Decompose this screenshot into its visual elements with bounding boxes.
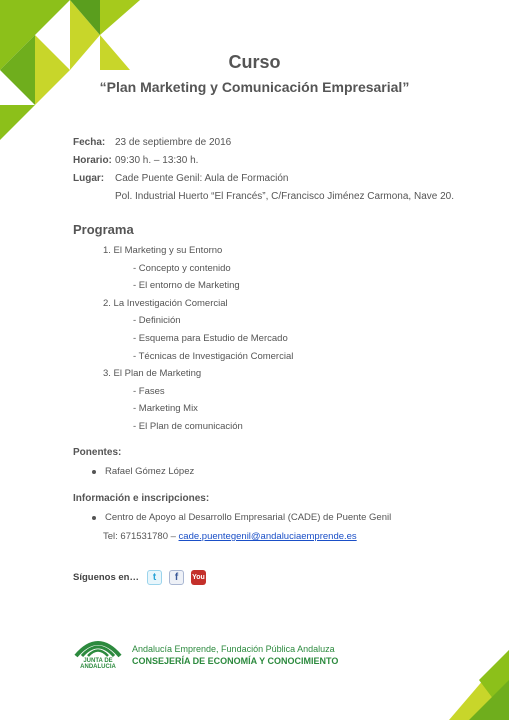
course-subtitle: “Plan Marketing y Comunicación Empresarial” [99, 79, 410, 95]
program-subitem: - Marketing Mix [133, 403, 198, 415]
phone-text: Tel: 671531780 – [103, 531, 179, 542]
info-row-date [73, 134, 454, 152]
info-label [73, 188, 115, 206]
bullet-dot [92, 516, 96, 520]
info-row-place [73, 170, 454, 188]
footer-line-1: Andalucía Emprende, Fundación Pública Andaluza [132, 644, 335, 654]
footer-text [132, 643, 338, 668]
event-info [73, 134, 454, 206]
program-subitem: - El entorno de Marketing [133, 280, 240, 292]
info-label: Lugar: [73, 173, 105, 184]
info-row-address [73, 188, 454, 206]
info-value: 23 de septiembre de 2016 [115, 137, 232, 148]
contact-center: Centro de Apoyo al Desarrollo Empresarial (CADE) de Puente Genil [105, 512, 392, 523]
speaker-name: Rafael Gómez López [105, 466, 195, 477]
program-subitem: - Fases [133, 385, 165, 397]
bullet-dot [92, 470, 96, 474]
speaker-list-item [92, 466, 194, 477]
contact-heading: Información e inscripciones: [73, 493, 210, 504]
program-item-title: 1. El Marketing y su Entorno [103, 245, 223, 256]
contact-phone-line [103, 531, 357, 542]
program-list [103, 242, 293, 436]
program-heading: Programa [73, 222, 134, 237]
social-bar [73, 570, 213, 585]
logo-caption: JUNTA DE ANDALUCIA [80, 658, 116, 670]
program-item-title: 3. El Plan de Marketing [103, 368, 202, 380]
info-row-time [73, 152, 454, 170]
twitter-icon[interactable]: t [147, 570, 162, 585]
email-link[interactable]: cade.puentegenil@andaluciaemprende.es [178, 531, 357, 542]
program-item-title: 2. La Investigación Comercial [103, 297, 228, 309]
corner-decoration-bottom-right [429, 650, 509, 720]
program-subitem: - Esquema para Estudio de Mercado [133, 332, 288, 344]
info-label: Fecha: [73, 137, 106, 148]
program-subitem: - El Plan de comunicación [133, 420, 243, 432]
info-label: Horario: [73, 155, 112, 166]
info-value: Cade Puente Genil: Aula de Formación [115, 173, 289, 184]
facebook-icon[interactable]: f [169, 570, 184, 585]
program-subitem: - Técnicas de Investigación Comercial [133, 350, 294, 362]
footer-line-2: CONSEJERÍA DE ECONOMÍA Y CONOCIMIENTO [132, 656, 339, 666]
info-value: 09:30 h. – 13:30 h. [115, 155, 199, 166]
youtube-icon[interactable]: You [191, 570, 206, 585]
speakers-heading: Ponentes: [73, 447, 122, 458]
program-subitem: - Concepto y contenido [133, 262, 231, 274]
course-title: Curso [228, 52, 281, 72]
info-value: Pol. Industrial Huerto “El Francés”, C/Francisco Jiménez Carmona, Nave 20. [115, 191, 455, 202]
social-label: Síguenos en… [73, 572, 139, 583]
program-subitem: - Definición [133, 315, 181, 327]
contact-list-item [92, 512, 391, 523]
